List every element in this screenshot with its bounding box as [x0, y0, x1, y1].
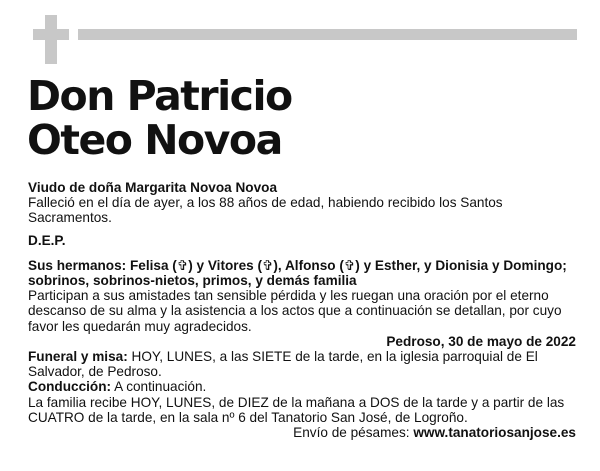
deceased-cross-icon: ✞	[343, 257, 356, 273]
sibling-text-4: ) y Esther, y Dionisia y Domingo; sobrinos, sobrinos-nietos, primos, y demás familia	[28, 257, 567, 289]
funeral-text: HOY, LUNES, a las SIETE de la tarde, en la iglesia parroquial de El Salvador, de Pedroso.	[28, 349, 538, 380]
cross-icon	[33, 15, 69, 64]
condolences-link[interactable]: www.tanatoriosanjose.es	[413, 425, 576, 441]
widower-line: Viudo de doña Margarita Novoa Novoa	[28, 180, 278, 195]
sibling-text-2: ) y Vitores (	[188, 257, 263, 273]
funeral-paragraph	[28, 349, 576, 379]
name-line-1: Don Patricio	[27, 72, 292, 120]
obituary-body	[28, 180, 576, 440]
death-notice: Falleció en el día de ayer, a los 88 años de edad, habiendo recibido los Santos Sacramentos.	[28, 195, 503, 226]
deceased-cross-icon: ✞	[262, 257, 274, 273]
condolences-label: Envío de pésames:	[293, 425, 410, 441]
condolences-line	[28, 425, 576, 440]
dep-line: D.E.P.	[28, 232, 66, 248]
place-date: Pedroso, 30 de mayo de 2022	[386, 333, 576, 349]
siblings-label: Sus hermanos:	[28, 257, 127, 273]
conduction-label: Conducción:	[28, 379, 112, 395]
conduction-paragraph	[28, 379, 576, 394]
sibling-text-1: Felisa (	[129, 257, 177, 273]
deceased-cross-icon: ✞	[176, 257, 189, 273]
name-line-2: Oteo Novoa	[27, 116, 282, 164]
siblings-paragraph	[28, 258, 576, 288]
sibling-text-3: ), Alfonso (	[273, 257, 344, 273]
conduction-text: A continuación.	[114, 379, 207, 395]
header-rule	[78, 29, 577, 40]
invitation-text: Participan a sus amistades tan sensible pérdida y les ruegan una oración por el eterno descanso de su alma y la asistencia a los actos que a continuación se detallan, por cuyo favor les quedarán muy agradecidos.	[28, 288, 562, 334]
deceased-name	[27, 74, 292, 162]
funeral-label: Funeral y misa:	[28, 349, 128, 365]
reception-text: La familia recibe HOY, LUNES, de DIEZ de la mañana a DOS de la tarde y a partir de las CUATRO de la tarde, en la sala nº 6 del Tanatorio San José, de Logroño.	[28, 394, 565, 425]
